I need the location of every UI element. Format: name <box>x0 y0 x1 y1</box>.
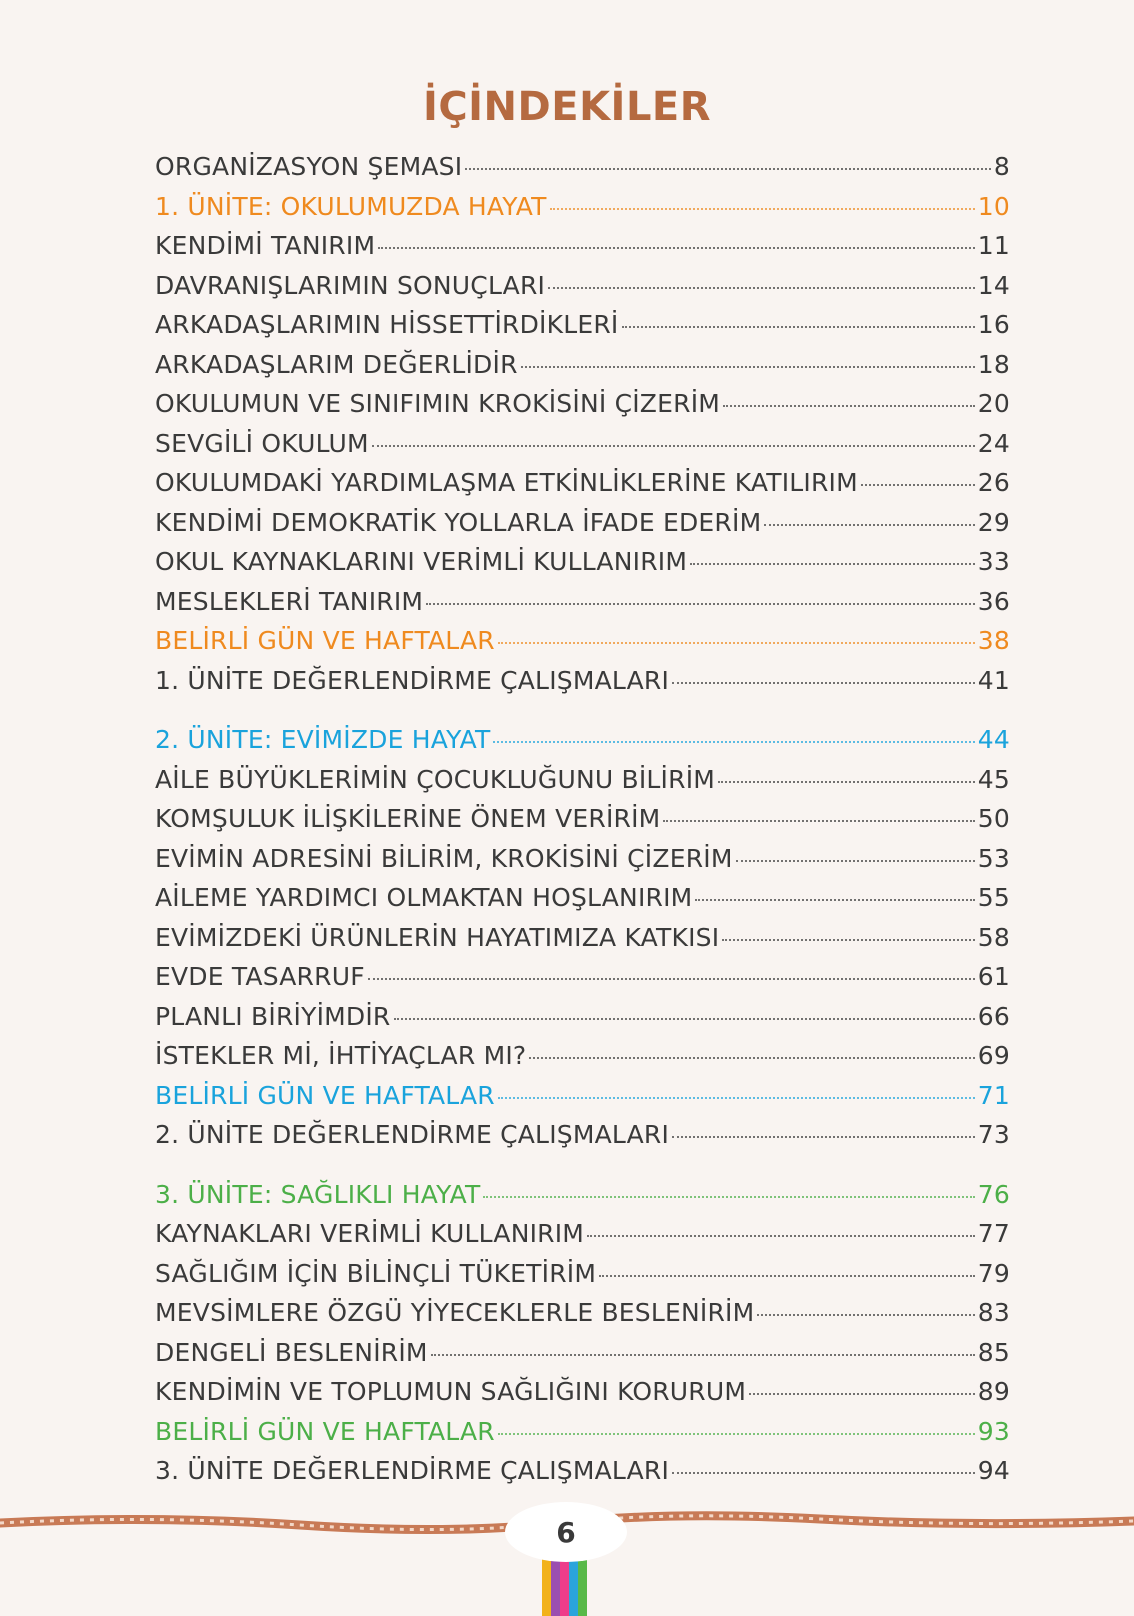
section-gap <box>155 1160 1010 1180</box>
toc-entry-title: 2. ÜNİTE DEĞERLENDİRME ÇALIŞMALARI <box>155 1120 670 1149</box>
toc-entry-title: EVİMİN ADRESİNİ BİLİRİM, KROKİSİNİ ÇİZERİM <box>155 843 733 873</box>
toc-entry[interactable] <box>155 1081 1010 1121</box>
dot-leader <box>394 1018 975 1020</box>
dot-leader <box>718 781 975 783</box>
table-of-contents <box>155 152 1010 1496</box>
toc-entry-title: KENDİMİN VE TOPLUMUN SAĞLIĞINI KORURUM <box>155 1377 747 1406</box>
toc-entry-page: 16 <box>977 310 1010 339</box>
dot-leader <box>465 168 991 170</box>
dot-leader <box>757 1314 974 1316</box>
toc-entry-title: SAĞLIĞIM İÇİN BİLİNÇLİ TÜKETİRİM <box>155 1258 597 1288</box>
toc-entry[interactable] <box>155 1417 1010 1457</box>
toc-entry[interactable] <box>155 468 1010 508</box>
dot-leader <box>695 899 974 901</box>
toc-entry[interactable] <box>155 1120 1010 1160</box>
dot-leader <box>722 939 974 941</box>
dot-leader <box>493 741 974 743</box>
dot-leader <box>426 603 975 605</box>
dot-leader <box>483 1196 974 1198</box>
toc-entry[interactable] <box>155 765 1010 805</box>
toc-entry[interactable] <box>155 192 1010 232</box>
toc-entry-page: 89 <box>977 1377 1010 1406</box>
toc-entry-page: 26 <box>977 468 1010 497</box>
page-title: İÇİNDEKİLER <box>422 84 712 130</box>
toc-entry[interactable] <box>155 923 1010 963</box>
toc-entry[interactable] <box>155 1377 1010 1417</box>
dot-leader <box>736 860 975 862</box>
toc-entry-page: 53 <box>977 843 1010 873</box>
toc-entry-page: 69 <box>977 1041 1010 1070</box>
dot-leader <box>672 1136 975 1138</box>
toc-entry-page: 33 <box>977 547 1010 576</box>
toc-entry-page: 93 <box>977 1416 1010 1446</box>
dot-leader <box>550 208 975 210</box>
toc-entry-page: 8 <box>993 152 1010 181</box>
dot-leader <box>587 1235 975 1237</box>
toc-entry-title: EVDE TASARRUF <box>155 962 365 991</box>
toc-entry-title: KOMŞULUK İLİŞKİLERİNE ÖNEM VERİRİM <box>155 804 661 833</box>
toc-entry-title: BELİRLİ GÜN VE HAFTALAR <box>155 626 495 655</box>
toc-entry-title: OKUL KAYNAKLARINI VERİMLİ KULLANIRIM <box>155 547 688 576</box>
dot-leader <box>498 1097 975 1099</box>
toc-entry[interactable] <box>155 626 1010 666</box>
toc-entry-page: 41 <box>977 665 1010 695</box>
dot-leader <box>723 405 975 407</box>
page-number: 6 <box>505 1502 627 1562</box>
toc-entry-title: 1. ÜNİTE DEĞERLENDİRME ÇALIŞMALARI <box>155 665 670 695</box>
dot-leader <box>764 524 974 526</box>
section-gap <box>155 705 1010 725</box>
dot-leader <box>431 1354 975 1356</box>
toc-entry[interactable] <box>155 152 1010 192</box>
toc-entry[interactable] <box>155 231 1010 271</box>
toc-entry-page: 14 <box>977 270 1010 300</box>
toc-entry[interactable] <box>155 844 1010 884</box>
dot-leader <box>690 563 975 565</box>
toc-entry-page: 94 <box>977 1456 1010 1485</box>
toc-entry[interactable] <box>155 962 1010 1002</box>
toc-entry-title: ORGANİZASYON ŞEMASI <box>155 152 463 181</box>
toc-entry-title: OKULUMUN VE SINIFIMIN KROKİSİNİ ÇİZERİM <box>155 389 721 418</box>
toc-entry[interactable] <box>155 1180 1010 1220</box>
dot-leader <box>378 247 975 249</box>
dot-leader <box>599 1275 975 1277</box>
toc-entry[interactable] <box>155 310 1010 350</box>
toc-entry-page: 36 <box>977 586 1010 616</box>
toc-entry-title: KENDİMİ DEMOKRATİK YOLLARLA İFADE EDERİM <box>155 507 762 537</box>
toc-entry-page: 83 <box>977 1298 1010 1327</box>
toc-entry-title: DENGELİ BESLENİRİM <box>155 1337 428 1367</box>
toc-entry[interactable] <box>155 547 1010 587</box>
toc-entry-title: İSTEKLER Mİ, İHTİYAÇLAR MI? <box>155 1041 527 1070</box>
toc-entry[interactable] <box>155 508 1010 548</box>
toc-entry[interactable] <box>155 1259 1010 1299</box>
dot-leader <box>498 642 975 644</box>
toc-entry-page: 76 <box>977 1179 1010 1209</box>
toc-entry-page: 24 <box>977 428 1010 458</box>
toc-entry[interactable] <box>155 350 1010 390</box>
dot-leader <box>622 326 975 328</box>
toc-entry-page: 66 <box>977 1001 1010 1031</box>
dot-leader <box>372 445 975 447</box>
toc-entry-title: BELİRLİ GÜN VE HAFTALAR <box>155 1416 495 1446</box>
toc-entry-title: KENDİMİ TANIRIM <box>155 231 376 260</box>
toc-entry-page: 50 <box>977 804 1010 833</box>
toc-entry-title: KAYNAKLARI VERİMLİ KULLANIRIM <box>155 1219 585 1248</box>
toc-entry[interactable] <box>155 1456 1010 1496</box>
toc-entry[interactable] <box>155 804 1010 844</box>
toc-entry-title: BELİRLİ GÜN VE HAFTALAR <box>155 1080 495 1110</box>
toc-entry-title: MEVSİMLERE ÖZGÜ YİYECEKLERLE BESLENİRİM <box>155 1298 755 1327</box>
toc-entry-title: OKULUMDAKİ YARDIMLAŞMA ETKİNLİKLERİNE KATILIRIM <box>155 468 858 497</box>
toc-entry-page: 77 <box>977 1219 1010 1248</box>
toc-entry[interactable] <box>155 883 1010 923</box>
dot-leader <box>521 366 975 368</box>
toc-entry-title: ARKADAŞLARIM DEĞERLİDİR <box>155 349 518 379</box>
toc-entry[interactable] <box>155 429 1010 469</box>
toc-entry[interactable] <box>155 1002 1010 1042</box>
toc-entry-title: EVİMİZDEKİ ÜRÜNLERİN HAYATIMIZA KATKISI <box>155 922 720 952</box>
toc-entry-page: 79 <box>977 1258 1010 1288</box>
toc-entry-page: 61 <box>977 962 1010 991</box>
dot-leader <box>498 1433 975 1435</box>
dot-leader <box>368 978 975 980</box>
toc-entry-page: 29 <box>977 507 1010 537</box>
toc-entry-page: 11 <box>977 231 1010 260</box>
toc-entry-page: 58 <box>977 922 1010 952</box>
toc-entry-title: 1. ÜNİTE: OKULUMUZDA HAYAT <box>155 191 547 221</box>
toc-entry-page: 55 <box>977 883 1010 912</box>
dot-leader <box>529 1057 974 1059</box>
toc-entry-title: AİLE BÜYÜKLERİMİN ÇOCUKLUĞUNU BİLİRİM <box>155 764 716 794</box>
toc-entry-page: 20 <box>977 389 1010 418</box>
toc-entry[interactable] <box>155 1338 1010 1378</box>
dot-leader <box>663 820 974 822</box>
dot-leader <box>548 287 975 289</box>
toc-entry[interactable] <box>155 725 1010 765</box>
toc-entry-page: 85 <box>977 1337 1010 1367</box>
toc-entry-title: 3. ÜNİTE: SAĞLIKLI HAYAT <box>155 1179 481 1209</box>
dot-leader <box>672 1472 975 1474</box>
dot-leader <box>749 1393 975 1395</box>
toc-entry[interactable] <box>155 587 1010 627</box>
toc-entry-title: SEVGİLİ OKULUM <box>155 428 369 458</box>
toc-entry-page: 71 <box>977 1080 1010 1110</box>
toc-entry-page: 73 <box>977 1120 1010 1149</box>
toc-entry[interactable] <box>155 1219 1010 1259</box>
toc-entry-title: ARKADAŞLARIMIN HİSSETTİRDİKLERİ <box>155 310 619 339</box>
toc-entry-title: 3. ÜNİTE DEĞERLENDİRME ÇALIŞMALARI <box>155 1456 670 1485</box>
toc-entry[interactable] <box>155 666 1010 706</box>
toc-entry[interactable] <box>155 1298 1010 1338</box>
dot-leader <box>861 484 975 486</box>
toc-entry-page: 44 <box>977 725 1010 754</box>
toc-entry-title: PLANLI BİRİYİMDİR <box>155 1001 391 1031</box>
toc-entry[interactable] <box>155 389 1010 429</box>
toc-entry-page: 18 <box>977 349 1010 379</box>
toc-entry-page: 45 <box>977 764 1010 794</box>
toc-entry-page: 38 <box>977 626 1010 655</box>
dot-leader <box>672 682 975 684</box>
toc-entry-title: AİLEME YARDIMCI OLMAKTAN HOŞLANIRIM <box>155 883 693 912</box>
toc-entry[interactable] <box>155 271 1010 311</box>
toc-entry[interactable] <box>155 1041 1010 1081</box>
toc-entry-title: MESLEKLERİ TANIRIM <box>155 586 424 616</box>
toc-entry-title: 2. ÜNİTE: EVİMİZDE HAYAT <box>155 725 491 754</box>
toc-entry-title: DAVRANIŞLARIMIN SONUÇLARI <box>155 270 546 300</box>
toc-entry-page: 10 <box>977 191 1010 221</box>
